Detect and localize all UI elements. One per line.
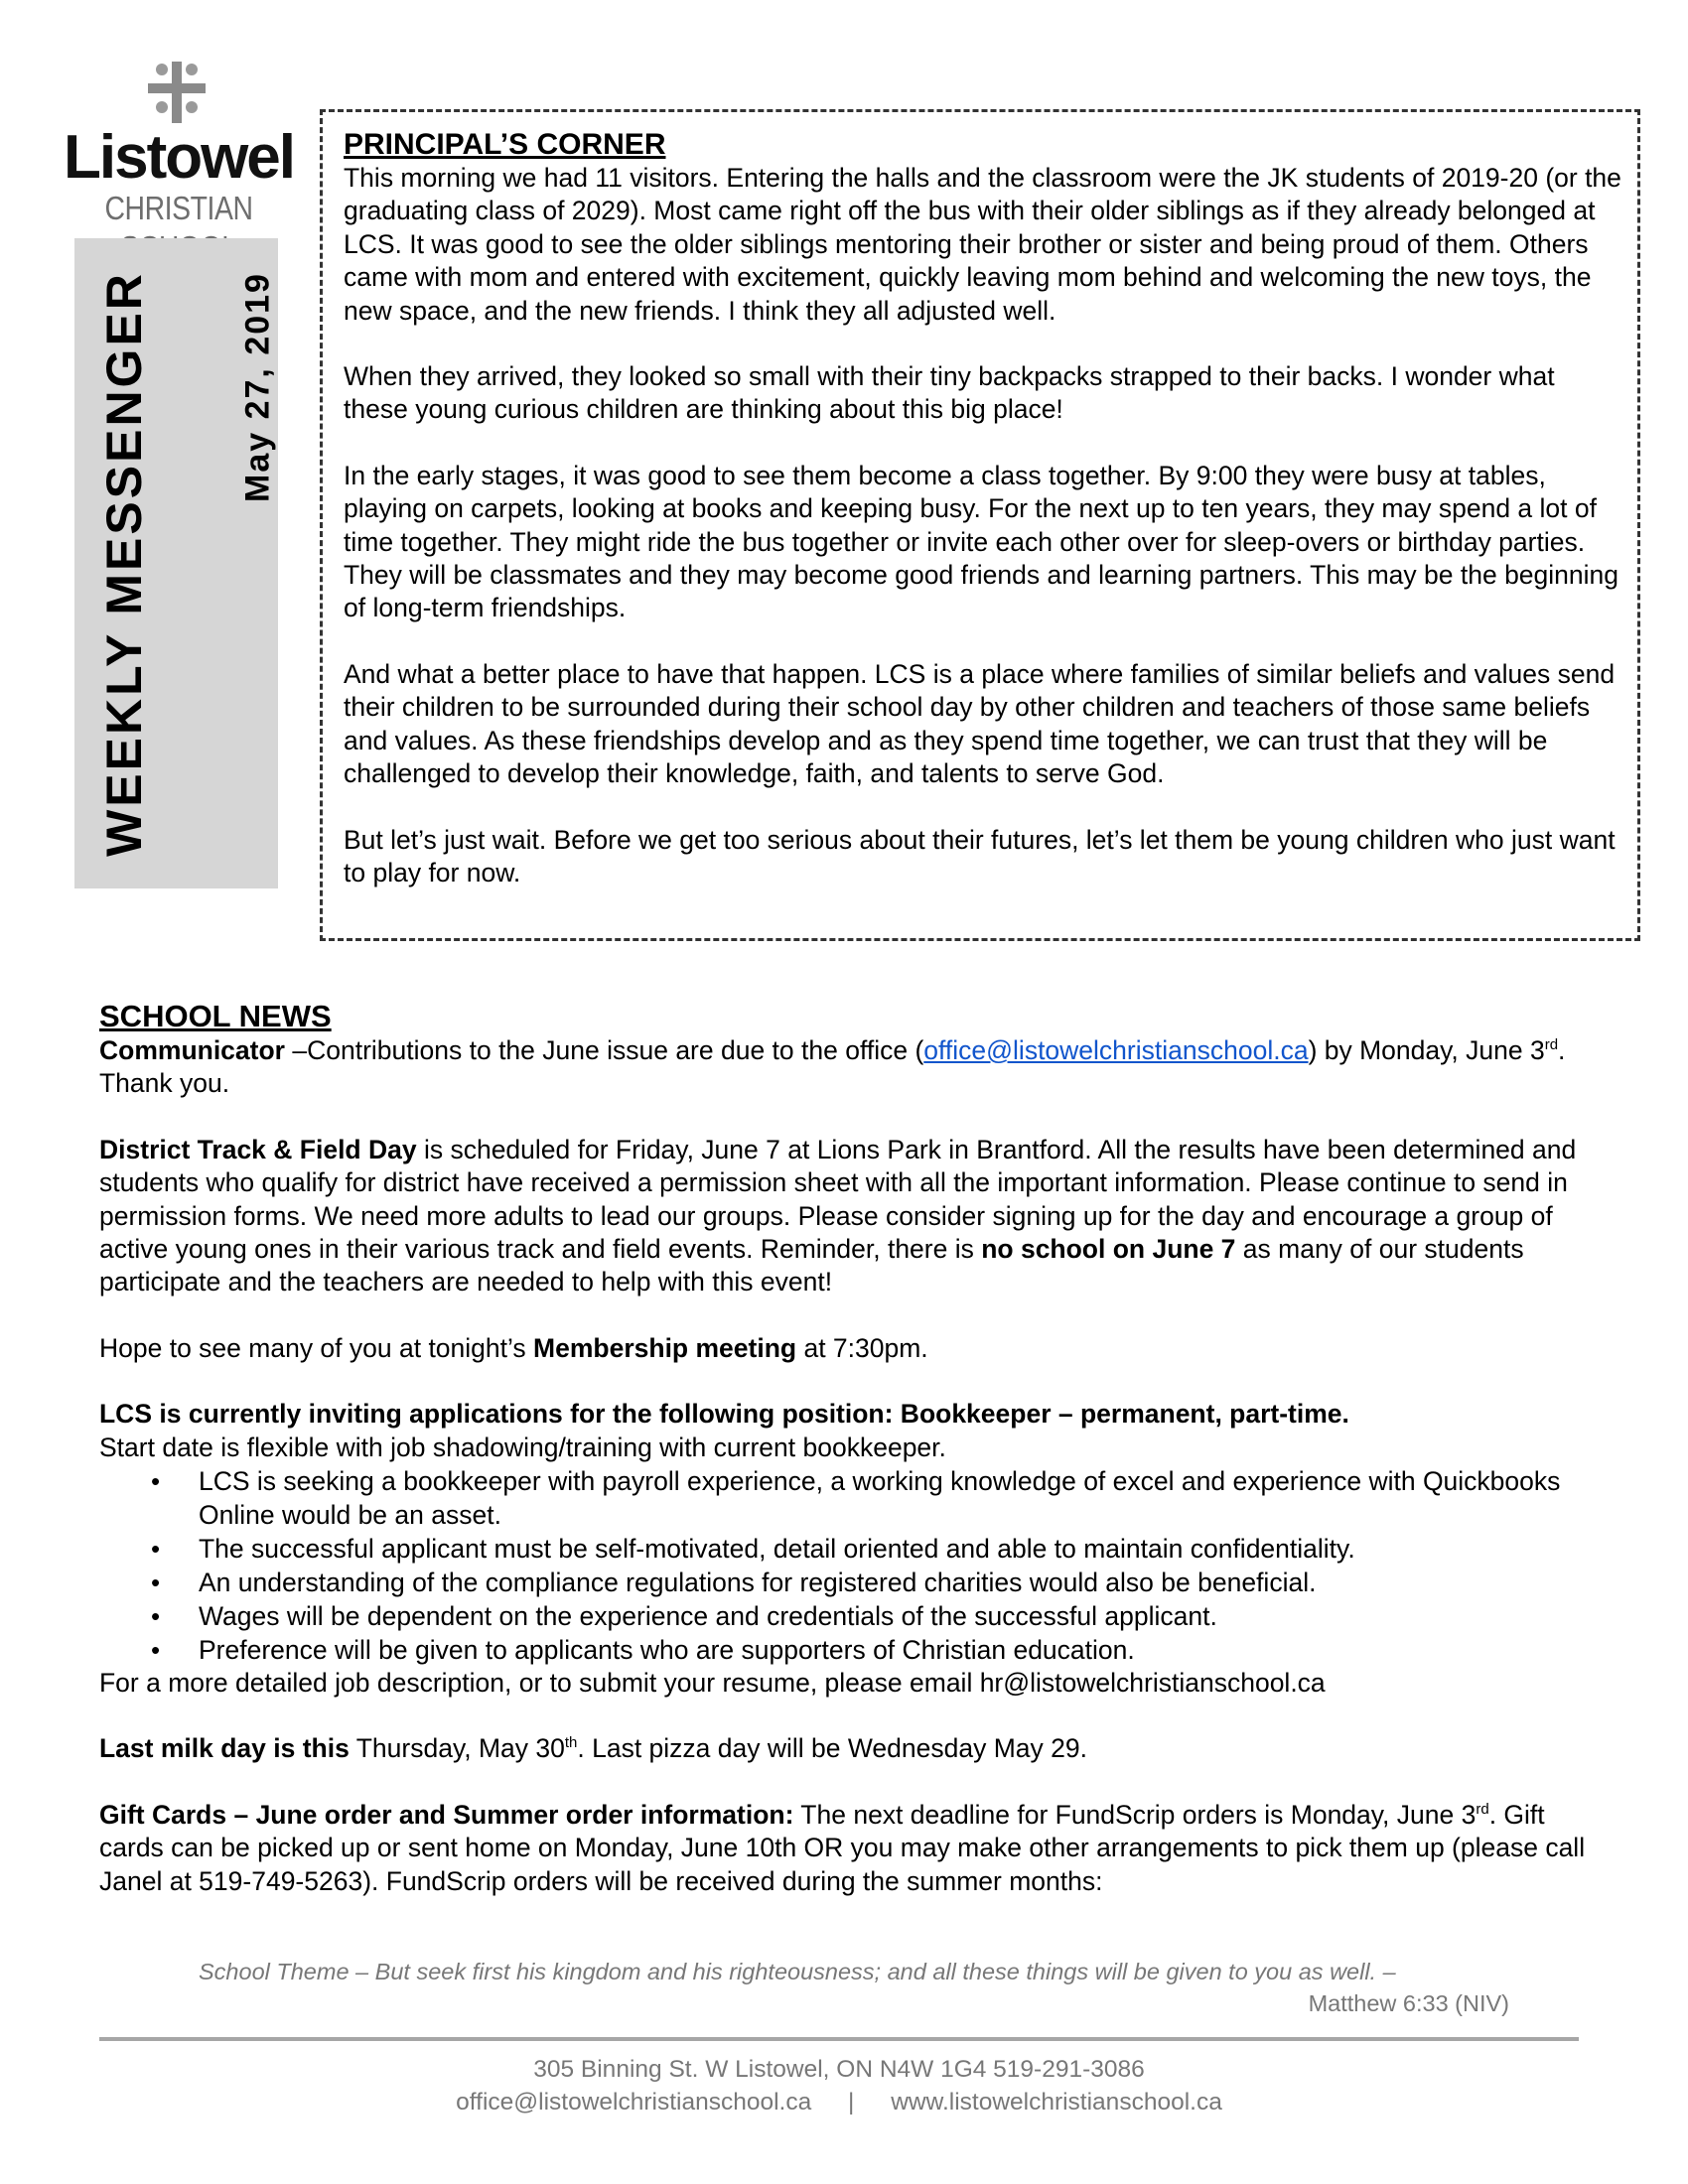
school-theme [149, 1956, 1539, 2019]
job-requirements-list [99, 1464, 1609, 1667]
track-field-item: District Track & Field Day is scheduled for Friday, June 7 at Lions Park in Brantford. All the results have been determined and students who qualify for district have received a permission sheet with all the important information. Please continue to send in permission forms. We need more adults to lead our groups. Please consider signing up for the day and encourage a group of active young ones in their various track and field events. Reminder, there is no school on June 7 as many of our students participate and the teachers are needed to help with this event! [99, 1134, 1577, 1297]
footer-email[interactable]: office@listowelchristianschool.ca [456, 2089, 812, 2116]
milk-day-item: Last milk day is this Thursday, May 30th. Last pizza day will be Wednesday May 29. [99, 1733, 1087, 1764]
theme-reference: Matthew 6:33 (NIV) [1308, 1990, 1509, 2016]
job-posting-heading: LCS is currently inviting applications for the following position: Bookkeeper – permanent, part-time. [99, 1399, 1349, 1430]
school-news-section [99, 998, 1609, 1898]
newsletter-title: WEEKLY MESSENGER [96, 270, 152, 857]
job-closing: For a more detailed job description, or to submit your resume, please email hr@listowelchristianschool.ca [99, 1668, 1326, 1699]
footer-divider [99, 2037, 1579, 2041]
theme-verse: School Theme – But seek first his kingdom and his righteousness; and all these things will be given to you as well. – [199, 1959, 1396, 1984]
side-banner [74, 238, 278, 888]
principal-paragraph-3: In the early stages, it was good to see them become a class together. By 9:00 they were busy at tables, playing on carpets, looking at books and keeping busy. For the next up to ten years, they may spend a lot of time together. They might ride the bus together or invite each other over for sleep-overs or birthday parties. They will be classmates and they may become good friends and learning partners. This may be the beginning of long-term friendships. [344, 460, 1619, 623]
principal-paragraph-2: When they arrived, they looked so small with their tiny backpacks strapped to their backs. I wonder what these young curious children are thinking about this big place! [344, 361, 1555, 425]
communicator-item: Communicator –Contributions to the June issue are due to the office (office@listowelchristianschool.ca) by Monday, June 3rd. Thank you. [99, 1035, 1566, 1099]
footer-website[interactable]: www.listowelchristianschool.ca [891, 2089, 1222, 2116]
gift-cards-item: Gift Cards – June order and Summer order information: The next deadline for FundScrip orders is Monday, June 3rd. Gift cards can be picked up or sent home on Monday, June 10th OR you may make other arrangements to pick them up (please call Janel at 519-749-5263). FundScrip orders will be received during the summer months: [99, 1799, 1586, 1896]
principal-paragraph-4: And what a better place to have that happen. LCS is a place where families of similar beliefs and values send their children to be surrounded during their school day by other children and teachers of those same beliefs and values. As these friendships develop and as they spend time together, we can trust that they will be challenged to develop their knowledge, faith, and talents to serve God. [344, 658, 1616, 789]
school-logo [55, 58, 303, 231]
list-item: • Preference will be given to applicants who are supporters of Christian education. [199, 1633, 1609, 1667]
list-item: • Wages will be dependent on the experience and credentials of the successful applicant. [199, 1599, 1609, 1633]
footer-separator: | [848, 2089, 855, 2116]
logo-title: Listowel [63, 123, 295, 192]
job-start-date: Start date is flexible with job shadowing/training with current bookkeeper. [99, 1432, 946, 1462]
school-address: 305 Binning St. W Listowel, ON N4W 1G4 519-291-3086 [533, 2056, 1145, 2083]
principals-corner-box [320, 109, 1640, 941]
logo-subtitle: CHRISTIAN [104, 190, 253, 226]
office-email-link[interactable]: office@listowelchristianschool.ca [923, 1035, 1309, 1065]
principals-corner-heading: PRINCIPAL’S CORNER [344, 128, 666, 161]
footer-contact [99, 2053, 1579, 2118]
list-item: • The successful applicant must be self-motivated, detail oriented and able to maintain confidentiality. [199, 1532, 1609, 1566]
school-news-heading: SCHOOL NEWS [99, 999, 332, 1033]
principal-paragraph-1: This morning we had 11 visitors. Entering the halls and the classroom were the JK students of 2019-20 (or the graduating class of 2029). Most came right off the bus with their older siblings as if they already belonged at LCS. It was good to see the older siblings mentoring their brother or sister and being proud of them. Others came with mom and entered with excitement, quickly leaving mom behind and welcoming the new toys, the new space, and the new friends. I think they all adjusted well. [344, 163, 1621, 326]
list-item: • An understanding of the compliance regulations for registered charities would also be beneficial. [199, 1566, 1609, 1599]
cross-people-icon [142, 58, 211, 127]
principal-paragraph-5: But let’s just wait. Before we get too serious about their futures, let’s let them be young children who just want to play for now. [344, 824, 1616, 887]
list-item: • LCS is seeking a bookkeeper with payroll experience, a working knowledge of excel and experience with Quickbooks Online would be an asset. [199, 1464, 1609, 1532]
membership-item: Hope to see many of you at tonight’s Membership meeting at 7:30pm. [99, 1332, 928, 1363]
newsletter-date: May 27, 2019 [238, 272, 277, 502]
